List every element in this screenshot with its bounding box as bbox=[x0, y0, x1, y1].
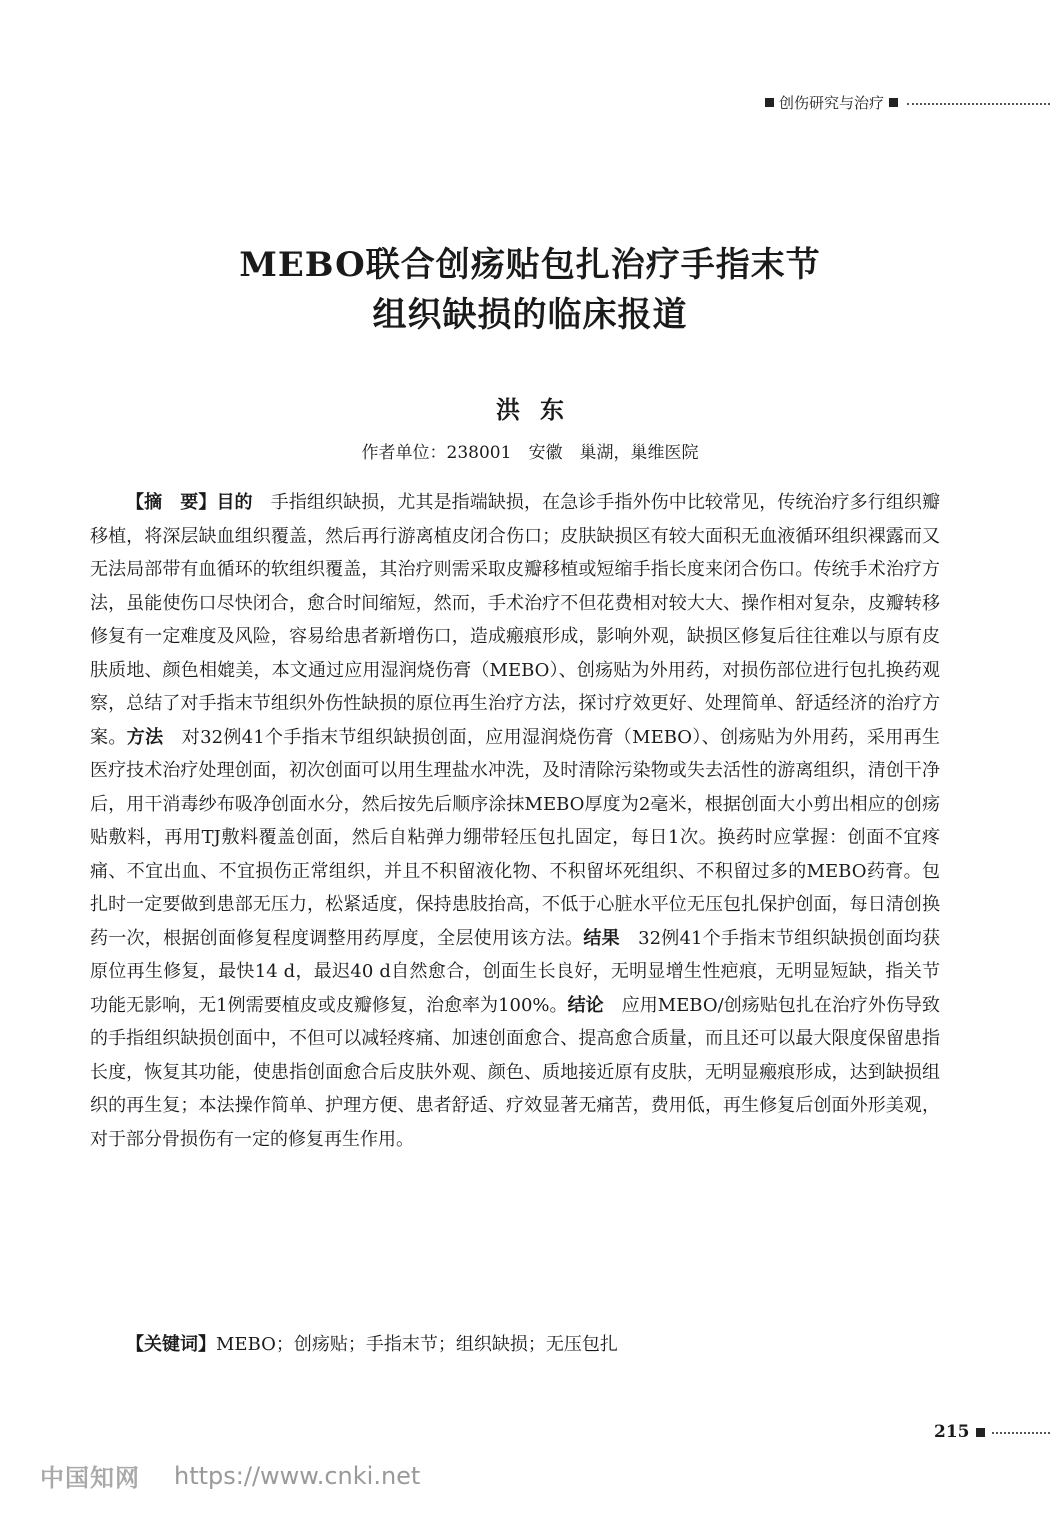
keywords-label: 【关键词】 bbox=[126, 1334, 216, 1355]
purpose-label: 目的 bbox=[216, 492, 253, 513]
cnki-brand: 中国知网 bbox=[40, 1464, 140, 1492]
cnki-url[interactable]: https://www.cnki.net bbox=[174, 1461, 421, 1490]
method-label: 方法 bbox=[126, 726, 164, 748]
running-header bbox=[760, 92, 1050, 113]
conclusion-text: 应用MEBO/创疡贴包扎在治疗外伤导致的手指组织缺损创面中，不但可以减轻疼痛、加速创面愈合、提高愈合质量，而且还可以最大限度保留患指长度，恢复其功能，使患指创面愈合后皮肤外观、颜色、质地接近原有皮肤，无明显瘢痕形成，达到缺损组织的再生复；本法操作简单、护理方便、患者舒适、疗效显著无痛苦，费用低，再生修复后创面外形美观，对于部分骨损伤有一定的修复再生作用。 bbox=[90, 994, 941, 1150]
watermark-footer bbox=[40, 1458, 540, 1493]
section-name: 创伤研究与治疗 bbox=[779, 94, 885, 112]
square-bullet-icon bbox=[976, 1428, 985, 1437]
dotted-leader bbox=[907, 103, 1050, 105]
author-name: 洪东 bbox=[496, 395, 584, 424]
article-title bbox=[0, 240, 1060, 340]
page-number: 215 bbox=[934, 1422, 970, 1442]
keywords-text: MEBO；创疡贴；手指末节；组织缺损；无压包扎 bbox=[216, 1334, 618, 1355]
result-text: 32例41个手指末节组织缺损创面均获原位再生修复，最快14 d，最迟40 d自然愈合，创面生长良好，无明显增生性疤痕，无明显短缺，指关节功能无影响，无1例需要植皮或皮瓣修复，治愈率为100%。 bbox=[90, 927, 940, 1016]
square-bullet-icon bbox=[889, 98, 898, 107]
dotted-leader bbox=[992, 1432, 1051, 1434]
abstract-label: 【摘 要】 bbox=[126, 492, 217, 513]
keywords bbox=[126, 1328, 940, 1361]
page-footer bbox=[934, 1422, 1050, 1442]
abstract bbox=[90, 486, 940, 1156]
title-line-2: 组织缺损的临床报道 bbox=[372, 295, 688, 335]
author-affiliation: 作者单位：238001 安徽 巢湖，巢维医院 bbox=[361, 443, 699, 463]
method-text: 对32例41个手指末节组织缺损创面，应用湿润烧伤膏（MEBO）、创疡贴为外用药，采用再生医疗技术治疗处理创面，初次创面可以用生理盐水冲洗，及时清除污染物或失去活性的游离组织，清创干净后，用干消毒纱布吸净创面水分，然后按先后顺序涂抹MEBO厚度为2毫米，根据创面大小剪出相应的创疡贴敷料，再用TJ敷料覆盖创面，然后自粘弹力绷带轻压包扎固定，每日1次。换药时应掌握：创面不宜疼痛、不宜出血、不宜损伤正常组织，并且不积留液化物、不积留坏死组织、不积留过多的MEBO药膏。包扎时一定要做到患部无压力，松紧适度，保持患肢抬高，不低于心脏水平位无压包扎保护创面，每日清创换药一次，根据创面修复程度调整用药厚度，全层使用该方法。 bbox=[90, 726, 941, 949]
result-label: 结果 bbox=[583, 927, 620, 949]
square-bullet-icon bbox=[765, 98, 774, 107]
conclusion-label: 结论 bbox=[567, 994, 604, 1016]
purpose-text: 手指组织缺损，尤其是指端缺损，在急诊手指外伤中比较常见，传统治疗多行组织瓣移植，将深层缺血组织覆盖，然后再行游离植皮闭合伤口；皮肤缺损区有较大面积无血液循环组织裸露而又无法局部带有血循环的软组织覆盖，其治疗则需采取皮瓣移植或短缩手指长度来闭合伤口。传统手术治疗方法，虽能使伤口尽快闭合，愈合时间缩短，然而，手术治疗不但花费相对较大大、操作相对复杂，皮瓣转移修复有一定难度及风险，容易给患者新增伤口，造成瘢痕形成，影响外观，缺损区修复后往往难以与原有皮肤质地、颜色相媲美，本文通过应用湿润烧伤膏（MEBO）、创疡贴为外用药，对损伤部位进行包扎换药观察，总结了对手指末节组织外伤性缺损的原位再生治疗方法，探讨疗效更好、处理简单、舒适经济的治疗方案。 bbox=[90, 492, 941, 748]
title-line-1: MEBO联合创疡贴包扎治疗手指末节 bbox=[239, 245, 821, 285]
